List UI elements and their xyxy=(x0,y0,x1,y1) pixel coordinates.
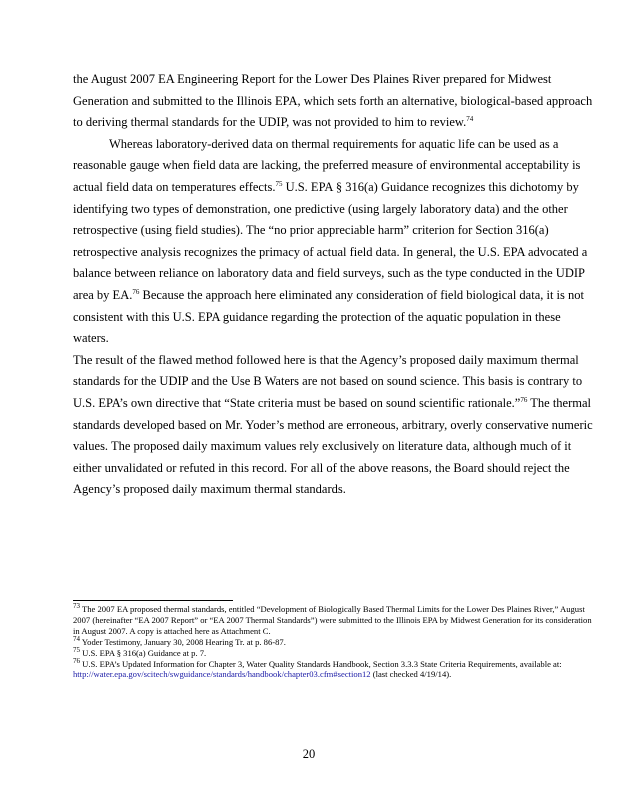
footnote-reference: 76 xyxy=(520,395,528,404)
footnote-74 xyxy=(73,634,595,648)
paragraph-text: the August 2007 EA Engineering Report for the Lower Des Plaines River prepared for Midwest Generation and submitted to the Illinois EPA, which sets forth an alternative, biological-based approach to deriving thermal standards for the UDIP, was not provided to him to review. xyxy=(73,72,593,130)
footnote-text: U.S. EPA’s Updated Information for Chapter 3, Water Quality Standards Handbook, Section 3.3.3 State Criteria Requirements, available at: xyxy=(80,658,562,669)
paragraph-text: Whereas laboratory-derived data on thermal requirements for aquatic life can be used as a reasonable gauge when field data are lacking, the preferred measure of environmental acceptability is actual field data on temperatures effects. xyxy=(73,136,581,194)
paragraph-text: U.S. EPA § 316(a) Guidance recognizes this dichotomy by identifying two types of demonstration, one predictive (using largely laboratory data) and the other retrospective (using field studies). The “no prior appreciable harm” criterion for Section 316(a) retrospective analysis recognizes the primacy of actual field data. In general, the U.S. EPA advocated a balance between reliance on laboratory data and field surveys, such as the type conducted in the UDIP area by EA. xyxy=(73,179,588,302)
paragraph-text: Because the approach here eliminated any consideration of field biological data, it is not consistent with this U.S. EPA guidance regarding the protection of the aquatic population in these waters. xyxy=(73,287,584,346)
footnote-number: 76 xyxy=(73,656,80,665)
paragraph-text: The result of the flawed method followed here is that the Agency’s proposed daily maximum thermal standards for the UDIP and the Use B Waters are not based on sound science. This basis is contrary to U.S. EPA’s own directive that “State criteria must be based on sound scientific rationale.” xyxy=(73,352,583,410)
footnote-text: Yoder Testimony, January 30, 2008 Hearing Tr. at p. 86-87. xyxy=(80,636,286,647)
footnote-reference: 76 xyxy=(132,287,140,296)
footnotes xyxy=(73,604,595,680)
footnote-text: (last checked 4/19/14). xyxy=(370,669,452,680)
footnote-number: 73 xyxy=(73,602,80,611)
paragraph-field-data xyxy=(73,134,595,350)
paragraph-continued xyxy=(73,69,595,134)
footnote-reference: 74 xyxy=(466,115,474,124)
footnote-number: 74 xyxy=(73,634,80,643)
footnote-76 xyxy=(73,656,595,681)
footnote-75 xyxy=(73,645,595,659)
footnote-73 xyxy=(73,604,595,637)
footnote-text: The 2007 EA proposed thermal standards, entitled “Development of Biologically Based Thermal Limits for the Lower Des Plaines River,” August 2007 (hereinafter “EA 2007 Report” or “EA 2007 Thermal Standards”) were submitted to the Illinois EPA by Midwest Generation for its consideration in August 2007. A copy is attached here as Attachment C. xyxy=(73,604,592,636)
body-text xyxy=(73,69,595,501)
footnote-number: 75 xyxy=(73,645,80,654)
page-number: 20 xyxy=(302,747,316,761)
paragraph-text: The thermal standards developed based on Mr. Yoder’s method are erroneous, arbitrary, overly conservative numeric values. The proposed daily maximum values rely exclusively on literature data, although much of it either unvalidated or refuted in this record. For all of the above reasons, the Board should reject the Agency’s proposed daily maximum thermal standards. xyxy=(73,395,593,497)
footnote-reference: 75 xyxy=(275,179,283,188)
footnote-separator xyxy=(73,600,233,601)
paragraph-conclusion xyxy=(73,350,595,501)
epa-handbook-link[interactable]: http://water.epa.gov/scitech/swguidance/standards/handbook/chapter03.cfm#section12 xyxy=(73,669,371,680)
footnote-text: U.S. EPA § 316(a) Guidance at p. 7. xyxy=(80,647,207,658)
